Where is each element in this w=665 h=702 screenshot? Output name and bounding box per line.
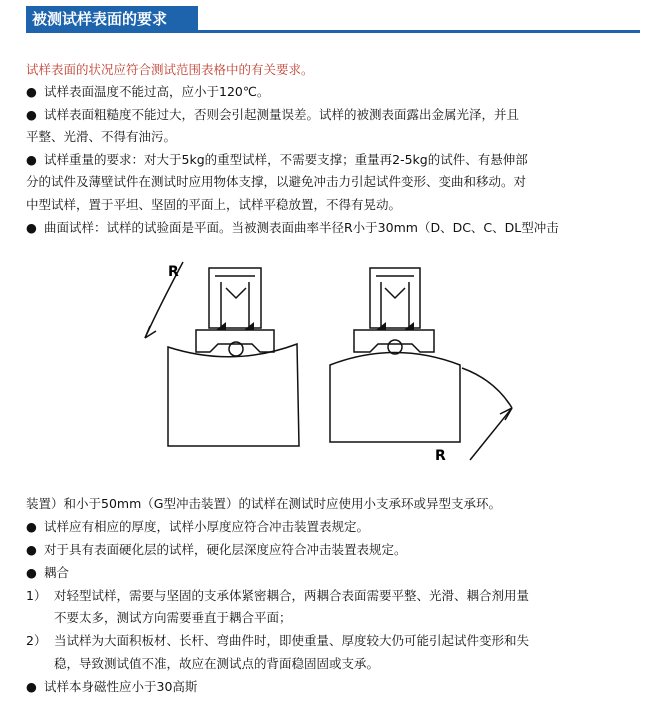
right-radius-arc bbox=[462, 368, 512, 408]
list-item: ● 试样本身磁性应小于30高斯 bbox=[26, 679, 198, 694]
list-item: ● 试样表面温度不能过高，应小于120℃。 bbox=[26, 84, 270, 99]
right-radius-label: R bbox=[435, 448, 446, 464]
list-item: ● 试样表面粗糙度不能过大，否则会引起测量误差。试样的被测表面露出金属光泽，并且 bbox=[26, 107, 520, 122]
list-item: ● 试样重量的要求：对大于5kg的重型试样，不需要支撑；重量再2-5kg的试件、有悬伸部 bbox=[26, 152, 528, 167]
convex-specimen bbox=[330, 353, 460, 443]
list-item-continuation: 分的试件及薄壁试件在测试时应用物体支撑，以避免冲击力引起试件变形、变曲和移动。对 bbox=[26, 174, 527, 189]
numbered-item-continuation: 稳，导致测试值不准，故应在测试点的背面稳固固或支承。 bbox=[54, 656, 380, 671]
concave-specimen bbox=[168, 344, 299, 446]
list-item: ● 曲面试样：试样的试验面是平面。当被测表面曲率半径R小于30mm（D、DC、C、DL型冲击 bbox=[26, 220, 559, 235]
list-item: ● 耦合 bbox=[26, 565, 70, 580]
numbered-item: 1） 对轻型试样，需要与坚固的支承体紧密耦合，两耦合表面需要平整、光滑、耦合剂用量 bbox=[26, 588, 530, 603]
right-support-ring bbox=[354, 330, 434, 352]
list-item-continuation: 中型试样，置于平坦、坚固的平面上，试样平稳放置，不得有晃动。 bbox=[26, 197, 402, 212]
numbered-item-continuation: 不要太多，测试方向需要垂直于耦合平面； bbox=[54, 610, 292, 625]
list-item: ● 试样应有相应的厚度，试样小厚度应符合冲击装置表规定。 bbox=[26, 519, 370, 534]
left-radius-label: R bbox=[168, 264, 179, 280]
right-radius-line bbox=[470, 408, 512, 460]
section-title: 被测试样表面的要求 bbox=[26, 6, 198, 33]
list-item-continuation: 平整、光滑、不得有油污。 bbox=[26, 129, 177, 144]
left-support-ring bbox=[196, 330, 274, 352]
numbered-item: 2） 当试样为大面积板材、长杆、弯曲件时，即使重量、厚度较大仍可能引起试件变形和失 bbox=[26, 633, 530, 648]
intro-text: 试样表面的状况应符合测试范围表格中的有关要求。 bbox=[26, 62, 314, 77]
list-item-continuation: 装置）和小于50mm（G型冲击装置）的试样在测试时应使用小支承环或异型支承环。 bbox=[26, 496, 501, 511]
list-item: ● 对于具有表面硬化层的试样，硬化层深度应符合冲击装置表规定。 bbox=[26, 542, 407, 557]
